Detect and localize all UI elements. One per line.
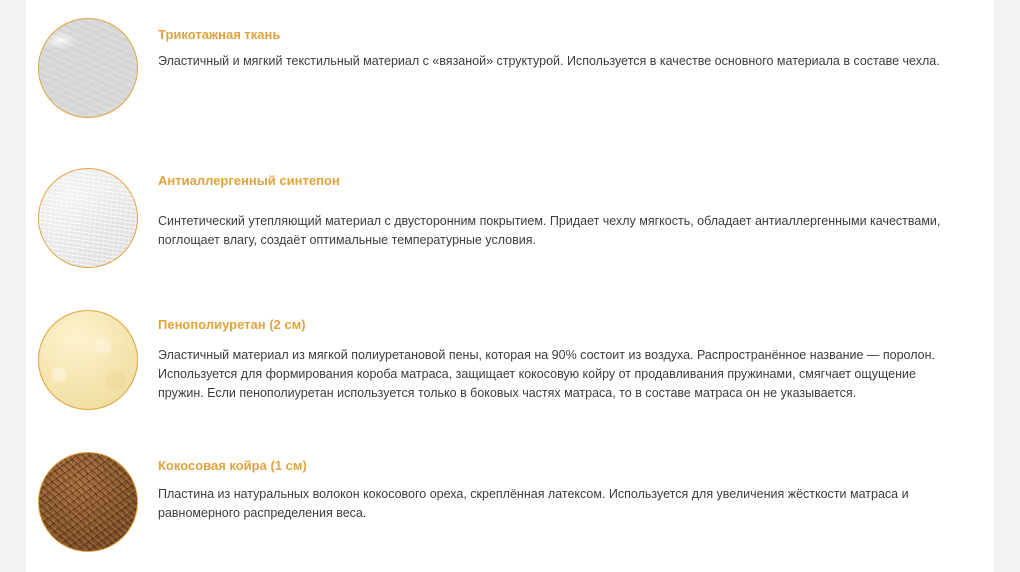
material-content [158, 310, 994, 403]
material-thumbnail-wrapper [38, 452, 140, 554]
list-item [26, 18, 994, 138]
polyurethane-foam-swatch [38, 310, 138, 410]
material-description: Эластичный и мягкий текстильный материал с «вязаной» структурой. Используется в качестве основного материала в составе чехла. [158, 54, 940, 68]
material-title: Антиаллергенный синтепон [158, 173, 340, 188]
material-description: Эластичный материал из мягкой полиуретановой пены, которая на 90% состоит из воздуха. Распространённое название — поролон. Используется для формирования короба матраса, защищает кокосовую койру от продавливания пружинами, смягчает ощущение пружин. Если пенополиуретан используется только в боковых частях матраса, то в составе матраса он не указывается. [158, 348, 935, 400]
material-title: Пенополиуретан (2 см) [158, 317, 306, 332]
coconut-coir-swatch [38, 452, 138, 552]
material-title: Кокосовая койра (1 см) [158, 458, 307, 473]
materials-list [26, 0, 994, 572]
list-item [26, 168, 994, 288]
material-content [158, 168, 994, 250]
material-thumbnail-wrapper [38, 18, 140, 120]
list-item [26, 452, 994, 572]
material-title: Трикотажная ткань [158, 27, 281, 42]
list-item [26, 310, 994, 430]
synthetic-padding-swatch [38, 168, 138, 268]
material-description: Синтетический утепляющий материал с двусторонним покрытием. Придает чехлу мягкость, обладает антиаллергенными качествами, поглощает влагу, создаёт оптимальные температурные условия. [158, 214, 941, 247]
material-content [158, 452, 994, 523]
material-content [158, 18, 994, 71]
material-thumbnail-wrapper [38, 310, 140, 412]
material-thumbnail-wrapper [38, 168, 140, 270]
materials-page [26, 0, 994, 572]
material-description: Пластина из натуральных волокон кокосового ореха, скреплённая латексом. Используется для увеличения жёсткости матраса и равномерного распределения веса. [158, 487, 909, 520]
knit-fabric-swatch [38, 18, 138, 118]
